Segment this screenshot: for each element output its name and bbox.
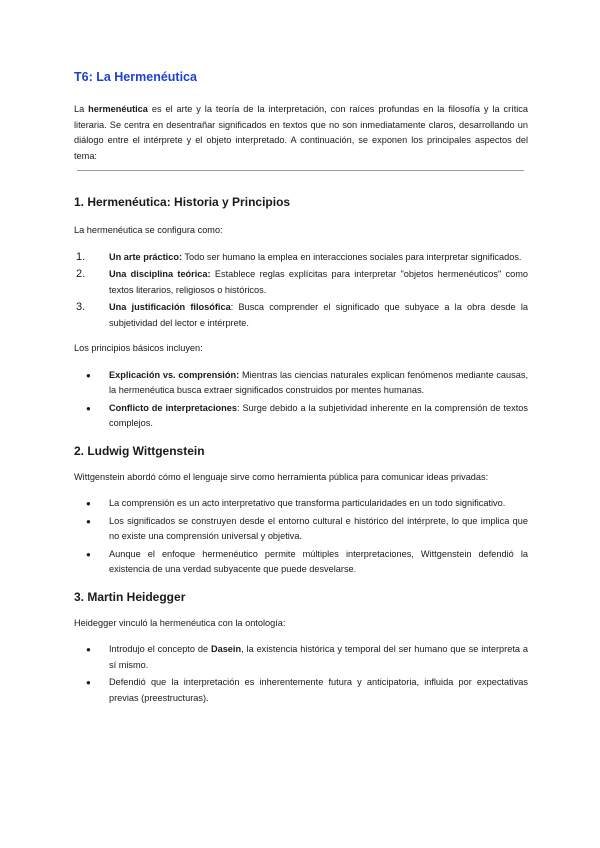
intro-text-rest: es el arte y la teoría de la interpretación, con raíces profundas en la filosofía y la crítica literaria. Se centra en desentrañar significados en textos que no son inmediatamente claros, desarrollando un diálogo entre el intérprete y el objeto interpretado. A continuación, se exponen los principales aspectos del tema: xyxy=(74,104,529,161)
bullet-icon: ● xyxy=(86,678,91,687)
numbered-item-1 xyxy=(74,250,528,266)
item-text: : Surge debido a la subjetividad inherente en la comprensión de textos complejos. xyxy=(109,402,528,428)
item-bold-label: Un arte práctico: xyxy=(109,251,183,262)
intro-text-start: La xyxy=(74,104,89,114)
item-bold-label: Conflicto de interpretaciones xyxy=(109,402,237,413)
section-2-bullet-list xyxy=(74,496,528,578)
item-text: Defendió que la interpretación es inherentemente futura y anticipatoria, influida por expectativas previas (preestructuras). xyxy=(109,677,528,703)
section-1-heading: 1. Hermenéutica: Historia y Principios xyxy=(74,195,291,209)
section-1-numbered-list xyxy=(74,250,528,332)
item-text: La comprensión es un acto interpretativo que transforma particularidades en un todo significativo. xyxy=(109,498,506,508)
item-text: : Busca comprender el significado que subyace a la obra desde la subjetividad del lector e intérprete. xyxy=(109,302,528,328)
list-number: 2. xyxy=(76,268,86,280)
bullet-icon: ● xyxy=(86,549,91,559)
section-3-lead: Heidegger vinculó la hermenéutica con la ontología: xyxy=(74,617,286,628)
section-1-bullet-list xyxy=(74,368,528,432)
item-bold-label: Una disciplina teórica: xyxy=(109,269,211,279)
bullet-item xyxy=(74,547,528,578)
item-text: Mientras las ciencias naturales explican fenómenos mediante causas, la hermenéutica busca extraer significados construidos por mentes humanas. xyxy=(109,369,528,395)
item-text: , la existencia histórica y temporal del ser humano que se interpreta a sí mismo. xyxy=(109,644,528,670)
section-3-bullet-list xyxy=(74,642,528,706)
section-1-lead: La hermenéutica se configura como: xyxy=(74,225,223,235)
bullet-icon: ● xyxy=(86,370,91,380)
list-number: 3. xyxy=(76,301,86,313)
bullet-icon: ● xyxy=(86,516,91,526)
bullet-item xyxy=(74,401,528,432)
intro-bold-term: hermenéutica xyxy=(88,104,148,114)
item-text: Los significados se construyen desde el entorno cultural e histórico del intérprete, lo que implica que no existe una comprensión universal y objetiva. xyxy=(109,515,528,541)
item-text: Aunque el enfoque hermenéutico permite múltiples interpretaciones, Wittgenstein defendió la existencia de una verdad subyacente que puede desvelarse. xyxy=(109,548,528,574)
section-2-lead: Wittgenstein abordó cómo el lenguaje sirve como herramienta pública para comunicar ideas privadas: xyxy=(74,471,489,482)
bullet-icon: ● xyxy=(86,499,91,508)
item-text: Introdujo el concepto de xyxy=(109,644,211,654)
bullet-item xyxy=(74,642,528,673)
item-text: Todo ser humano la emplea en interacciones sociales para interpretar significados. xyxy=(182,251,522,262)
bullet-item xyxy=(74,496,528,512)
intro-paragraph xyxy=(74,102,528,164)
bullet-item xyxy=(74,368,528,399)
section-2-heading: 2. Ludwig Wittgenstein xyxy=(74,443,205,458)
list-number: 1. xyxy=(76,250,86,263)
item-bold-term: Dasein xyxy=(210,644,242,654)
item-bold-label: Explicación vs. comprensión: xyxy=(109,369,240,380)
document-page xyxy=(74,70,528,708)
numbered-item-3 xyxy=(74,300,528,331)
bullet-icon: ● xyxy=(86,645,91,654)
item-bold-label: Una justificación filosófica xyxy=(109,302,231,312)
section-3-heading: 3. Martin Heidegger xyxy=(74,589,186,604)
document-title: T6: La Hermenéutica xyxy=(74,70,197,84)
item-text: Establece reglas explícitas para interpretar "objetos hermenéuticos" como textos literarios, religiosos o históricos. xyxy=(109,269,528,295)
bullet-icon: ● xyxy=(86,403,91,413)
numbered-item-2 xyxy=(74,267,528,298)
horizontal-divider xyxy=(77,170,524,171)
bullet-item xyxy=(74,514,528,545)
bullet-item xyxy=(74,675,528,706)
section-1-lead-2: Los principios básicos incluyen: xyxy=(74,343,203,353)
